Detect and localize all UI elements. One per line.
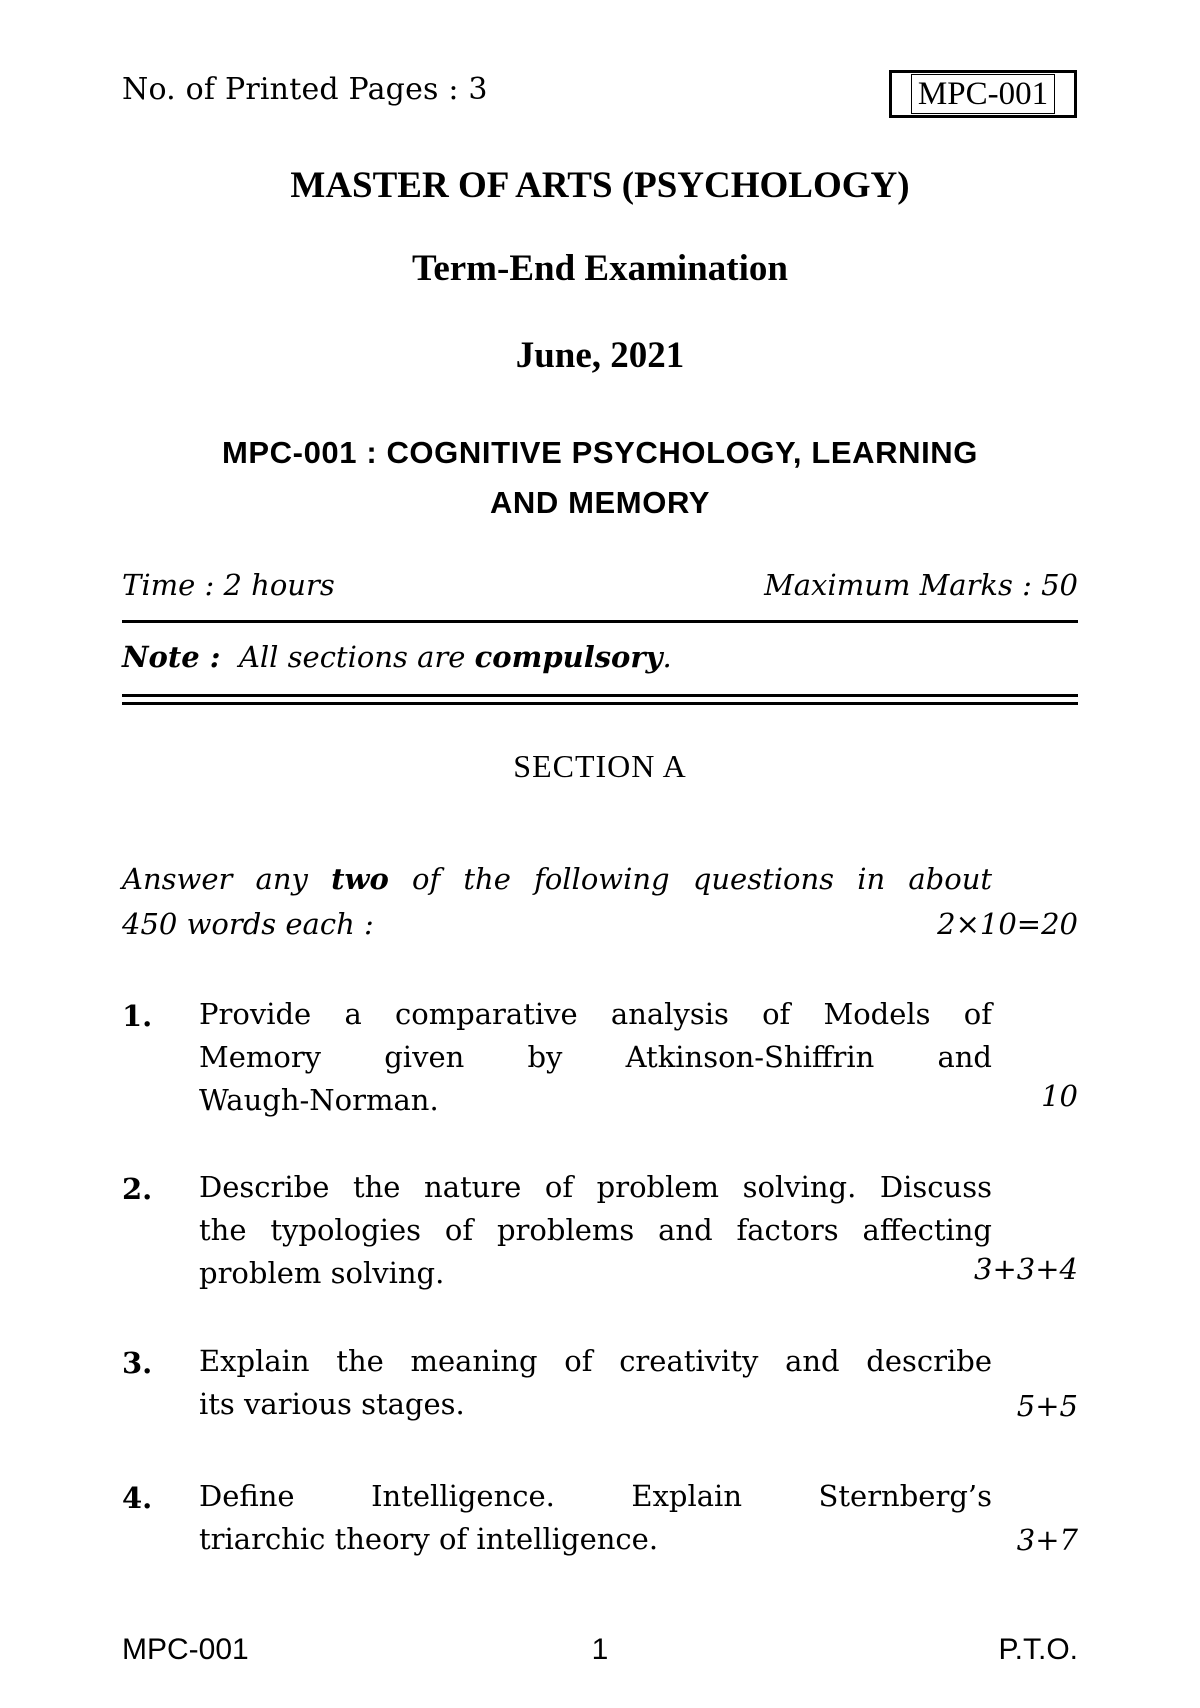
footer-paper-code: MPC-001	[122, 1633, 249, 1666]
question-line: triarchic theory of intelligence.	[199, 1522, 659, 1556]
instruction-emphasis: two	[331, 862, 389, 896]
question-line: Define Intelligence. Explain Sternberg’s	[199, 1479, 992, 1513]
note-period: .	[662, 640, 672, 674]
instruction-part-2: of the following questions in about	[412, 862, 993, 896]
section-heading: SECTION A	[513, 748, 687, 784]
question-text	[199, 1340, 992, 1426]
double-rule-bottom	[122, 702, 1078, 705]
question-number: 2.	[122, 1172, 153, 1206]
course-title-line-2: AND MEMORY	[489, 485, 711, 520]
question-line: Describe the nature of problem solving. Discuss	[199, 1170, 992, 1204]
page-number: 1	[591, 1633, 609, 1666]
section-marks: 2×10=20	[937, 907, 1078, 941]
section-instruction	[122, 852, 992, 907]
note-label: Note :	[122, 640, 221, 674]
divider-rule	[122, 620, 1078, 623]
question-text	[199, 1475, 992, 1561]
question-line: Memory given by Atkinson-Shiffrin and	[199, 1040, 992, 1074]
paper-code-box	[889, 70, 1077, 118]
question-marks: 3+7	[1016, 1523, 1078, 1557]
paper-code: MPC-001	[911, 74, 1055, 114]
question-number: 3.	[122, 1346, 153, 1380]
please-turn-over: P.T.O.	[998, 1633, 1078, 1666]
exam-title: Term-End Examination	[412, 248, 788, 289]
question-text	[199, 993, 992, 1122]
exam-note	[122, 640, 672, 674]
question-line: its various stages.	[199, 1387, 465, 1421]
question-number: 1.	[122, 999, 153, 1033]
printed-pages-count: No. of Printed Pages : 3	[122, 72, 488, 107]
question-number: 4.	[122, 1481, 153, 1515]
note-text: All sections are	[238, 640, 466, 674]
program-title: MASTER OF ARTS (PSYCHOLOGY)	[290, 165, 910, 206]
question-line: Provide a comparative analysis of Models of	[199, 997, 992, 1031]
time-allowed: Time : 2 hours	[122, 568, 335, 602]
course-title	[0, 428, 1200, 528]
question-text	[199, 1166, 992, 1295]
question-line: the typologies of problems and factors affecting	[199, 1213, 992, 1247]
double-rule-top	[122, 694, 1078, 697]
exam-date: June, 2021	[515, 335, 685, 376]
course-title-line-1: MPC-001 : COGNITIVE PSYCHOLOGY, LEARNING	[221, 435, 979, 470]
instruction-part-1: Answer any	[122, 862, 308, 896]
question-line: Explain the meaning of creativity and describe	[199, 1344, 992, 1378]
question-marks: 3+3+4	[974, 1252, 1078, 1286]
maximum-marks: Maximum Marks : 50	[764, 568, 1078, 602]
instruction-line-2: 450 words each :	[122, 907, 374, 941]
question-marks: 10	[1041, 1079, 1078, 1113]
question-line: Waugh-Norman.	[199, 1083, 439, 1117]
question-marks: 5+5	[1016, 1389, 1078, 1423]
question-line: problem solving.	[199, 1256, 445, 1290]
note-emphasis: compulsory	[474, 640, 663, 674]
